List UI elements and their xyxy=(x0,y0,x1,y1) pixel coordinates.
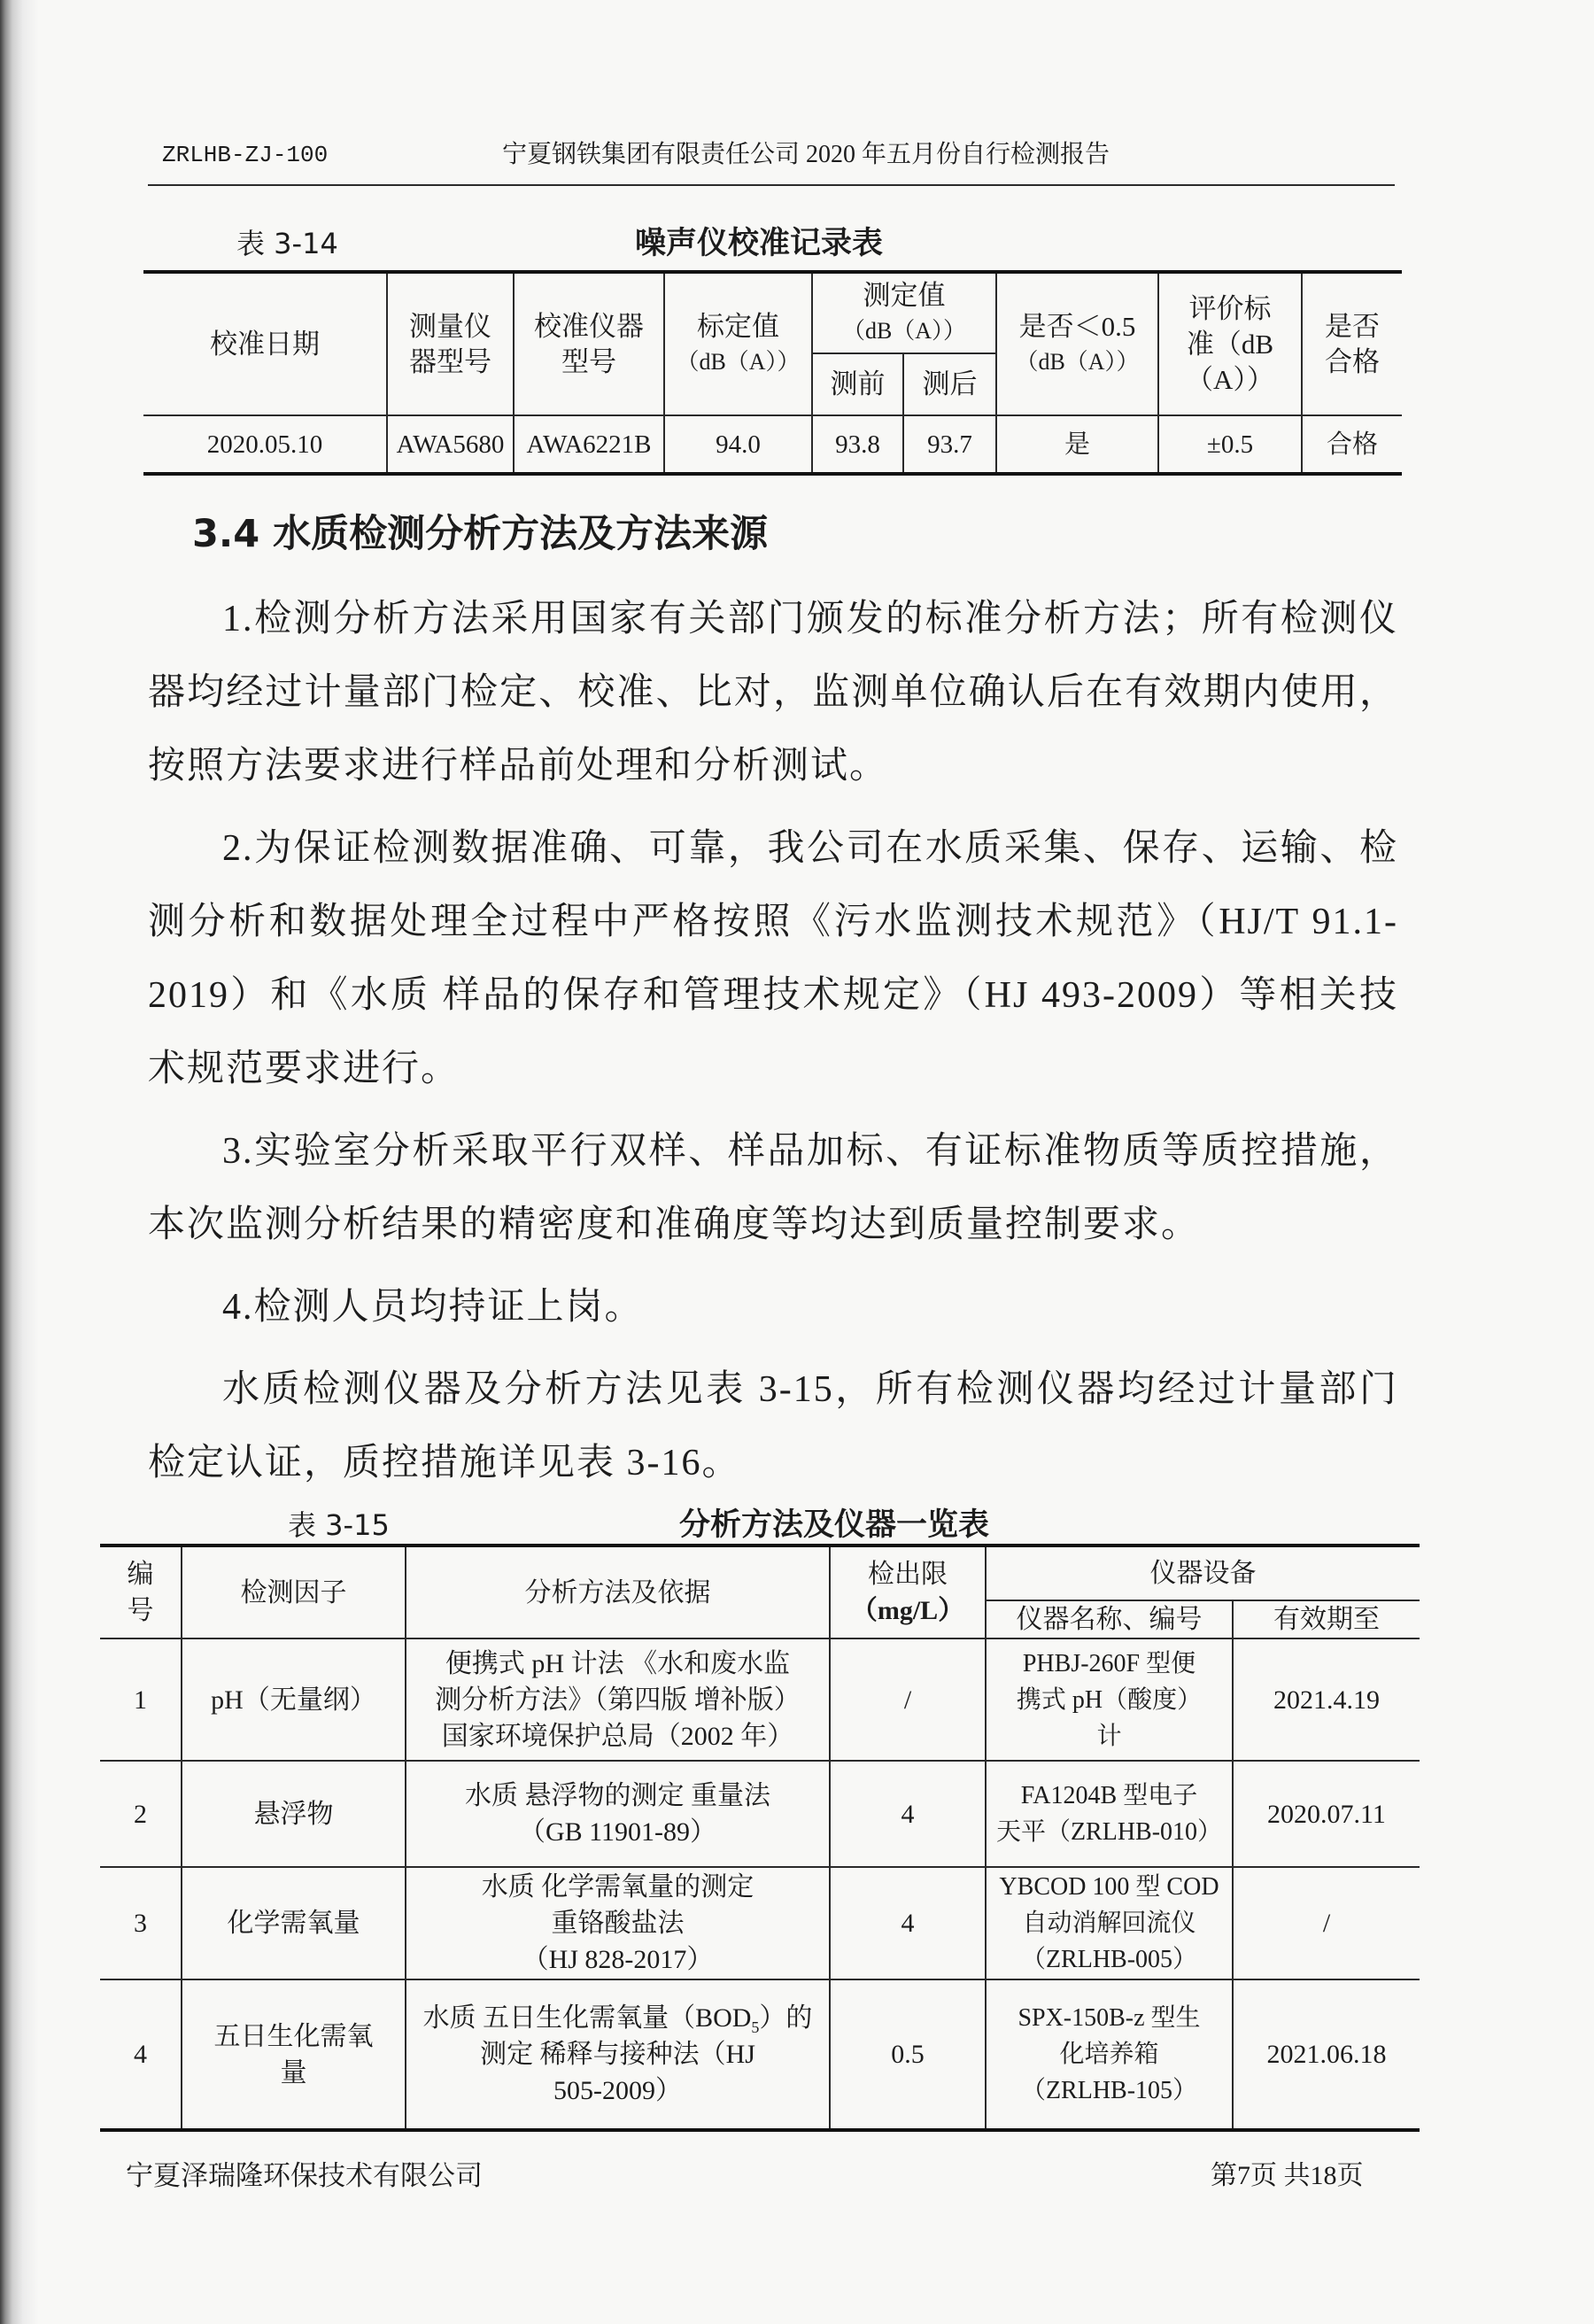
cell-test-factor xyxy=(182,1761,406,1867)
cell-line: （ZRLHB-105） xyxy=(1020,2077,1198,2104)
cell-test-factor xyxy=(182,1867,406,1979)
cell-method-basis xyxy=(406,1761,830,1867)
table-header-row xyxy=(143,272,1402,353)
header-measured-value xyxy=(812,272,996,353)
header-unit-line: （dB（A）） xyxy=(841,317,967,344)
cell-qualified: 合格 xyxy=(1302,415,1402,474)
table-row xyxy=(100,1867,1420,1979)
cell-line: 自动消解回流仪 xyxy=(1022,1910,1196,1937)
cell-line: 重铬酸盐法 xyxy=(551,1909,685,1938)
cell-equipment-name xyxy=(986,1761,1233,1867)
cell-line: 量 xyxy=(280,2057,307,2088)
scan-edge-shadow xyxy=(0,0,39,2324)
header-within-tolerance xyxy=(996,272,1158,415)
header-method-basis: 分析方法及依据 xyxy=(406,1545,830,1638)
header-unit-line: （dB（A）） xyxy=(676,348,801,375)
header-line: 型号 xyxy=(561,345,616,377)
cell-line: PHBJ-260F 型便 xyxy=(1022,1649,1196,1677)
cell-line: 天平（ZRLHB-010） xyxy=(995,1818,1223,1846)
cell-line: 水质 悬浮物的测定 重量法 xyxy=(465,1781,770,1810)
header-line: 器型号 xyxy=(409,345,491,377)
cell-method-basis xyxy=(406,1867,830,1979)
header-line: 是否 xyxy=(1325,310,1380,342)
cell-measured-after: 93.7 xyxy=(903,415,996,474)
table-3-15-title: 分析方法及仪器一览表 xyxy=(679,1507,990,1543)
cell-text: 水质 五日生化需氧量（BOD xyxy=(422,2003,752,2033)
cell-number: 3 xyxy=(100,1867,182,1979)
cell-line: （HJ 828-2017） xyxy=(522,1945,714,1974)
cell-line: FA1204B 型电子 xyxy=(1020,1782,1198,1809)
header-after: 测后 xyxy=(903,353,996,415)
header-before: 测前 xyxy=(812,353,903,415)
header-meter-model xyxy=(387,272,514,415)
cell-line: YBCOD 100 型 COD xyxy=(999,1873,1219,1901)
table-row xyxy=(100,1638,1420,1761)
cell-line: 化培养箱 xyxy=(1059,2041,1159,2068)
document-code: ZRLHB-ZJ-100 xyxy=(162,142,329,168)
header-nominal-value xyxy=(664,272,812,415)
header-line: 校准仪器 xyxy=(534,310,644,342)
cell-method-basis xyxy=(406,1638,830,1761)
cell-number: 1 xyxy=(100,1638,182,1761)
cell-number: 4 xyxy=(100,1979,182,2130)
table-3-14-title: 噪声仪校准记录表 xyxy=(635,226,884,261)
section-heading: 3.4 水质检测分析方法及方法来源 xyxy=(192,512,769,556)
cell-line: 悬浮物 xyxy=(253,1799,334,1829)
cell-test-factor xyxy=(182,1979,406,2130)
table-row xyxy=(143,415,1402,474)
header-unit-line: （dB（A）） xyxy=(1015,348,1140,375)
header-unit-line: （mg/L） xyxy=(850,1596,965,1625)
cell-equipment-name xyxy=(986,1979,1233,2130)
cell-line: （ZRLHB-005） xyxy=(1020,1946,1198,1973)
report-title: 宁夏钢铁集团有限责任公司 2020 年五月份自行检测报告 xyxy=(502,141,1110,168)
header-number xyxy=(100,1545,182,1638)
header-line: 号 xyxy=(127,1596,154,1625)
cell-line: 测定 稀释与接种法（HJ xyxy=(480,2040,755,2069)
paragraph: 水质检测仪器及分析方法见表 3-15，所有检测仪器均经过计量部门检定认证，质控措施详见表 3-16。 xyxy=(148,1369,1398,1483)
table-3-15-number: 表 3-15 xyxy=(288,1508,390,1542)
cell-detection-limit: 4 xyxy=(830,1867,986,1979)
cell-line: 五日生化需氧 xyxy=(213,2021,374,2051)
header-equipment-name: 仪器名称、编号 xyxy=(986,1600,1233,1638)
cell-meter-model: AWA5680 xyxy=(387,415,514,474)
header-line: 评价标 xyxy=(1188,292,1272,324)
header-test-factor: 检测因子 xyxy=(182,1545,406,1638)
header-line: 测定值 xyxy=(863,279,946,311)
cell-valid-until: 2021.4.19 xyxy=(1233,1638,1420,1761)
cell-valid-until: / xyxy=(1233,1867,1420,1979)
noise-meter-calibration-table xyxy=(143,270,1402,476)
header-line: 是否＜0.5 xyxy=(1018,310,1136,342)
subscript: 5 xyxy=(751,2018,760,2036)
header-valid-until: 有效期至 xyxy=(1233,1600,1420,1638)
cell-line: 携式 pH（酸度） xyxy=(1016,1685,1203,1714)
cell-test-factor xyxy=(182,1638,406,1761)
header-calibration-date xyxy=(143,272,387,415)
paragraph: 4.检测人员均持证上岗。 xyxy=(222,1287,644,1328)
cell-line: pH（无量纲） xyxy=(211,1685,376,1715)
header-evaluation-standard xyxy=(1158,272,1302,415)
paragraph: 1.检测分析方法采用国家有关部门颁发的标准分析方法；所有检测仪器均经过计量部门检定、校准、比对，监测单位确认后在有效期内使用，按照方法要求进行样品前处理和分析测试。 xyxy=(148,599,1398,786)
cell-line: 505-2009） xyxy=(553,2076,682,2105)
cell-method-basis xyxy=(406,1979,830,2130)
header-rule xyxy=(148,184,1395,186)
header-line: 校准日期 xyxy=(210,328,320,360)
cell-line: 化学需氧量 xyxy=(227,1909,360,1938)
cell-evaluation-standard: ±0.5 xyxy=(1158,415,1302,474)
header-equipment: 仪器设备 xyxy=(986,1545,1420,1600)
table-row xyxy=(100,1979,1420,2130)
cell-number: 2 xyxy=(100,1761,182,1867)
analysis-methods-instruments-table xyxy=(100,1544,1420,2132)
cell-detection-limit: / xyxy=(830,1638,986,1761)
header-line: （A）） xyxy=(1186,363,1274,395)
cell-line: 测分析方法》（第四版 增补版） xyxy=(435,1685,801,1715)
cell-text: ）的 xyxy=(759,2003,813,2033)
cell-line: 国家环境保护总局（2002 年） xyxy=(441,1721,794,1751)
cell-line: SPX-150B-z 型生 xyxy=(1018,2004,1201,2032)
header-line: 编 xyxy=(127,1560,154,1589)
paragraph: 3.实验室分析采取平行双样、样品加标、有证标准物质等质控措施，本次监测分析结果的精密度和准确度等均达到质量控制要求。 xyxy=(148,1131,1398,1245)
cell-valid-until: 2021.06.18 xyxy=(1233,1979,1420,2130)
cell-nominal-value: 94.0 xyxy=(664,415,812,474)
cell-calibrator-model: AWA6221B xyxy=(514,415,664,474)
cell-calibration-date: 2020.05.10 xyxy=(143,415,387,474)
footer-page-number: 第7页 共18页 xyxy=(1211,2161,1364,2190)
table-header-row xyxy=(100,1545,1420,1600)
header-line: 检出限 xyxy=(868,1560,948,1589)
header-line: 准（dB xyxy=(1186,328,1274,360)
cell-detection-limit: 0.5 xyxy=(830,1979,986,2130)
cell-line: 计 xyxy=(1096,1722,1122,1750)
header-calibrator-model xyxy=(514,272,664,415)
cell-equipment-name xyxy=(986,1638,1233,1761)
header-line: 测量仪 xyxy=(409,310,491,342)
header-qualified xyxy=(1302,272,1402,415)
table-3-14-number: 表 3-14 xyxy=(236,227,338,260)
paragraph: 2.为保证检测数据准确、可靠，我公司在水质采集、保存、运输、检测分析和数据处理全过程中严格按照《污水监测技术规范》（HJ/T 91.1-2019）和《水质 样品的保存和管理技术规定》（HJ 493-2009）等相关技术规范要求进行。 xyxy=(148,828,1398,1089)
cell-detection-limit: 4 xyxy=(830,1761,986,1867)
cell-line: 水质 化学需氧量的测定 xyxy=(481,1872,754,1902)
section-body xyxy=(148,583,1398,1509)
table-row xyxy=(100,1761,1420,1867)
header-line: 标定值 xyxy=(697,310,779,342)
cell-line: （GB 11901-89） xyxy=(518,1817,717,1847)
cell-within-tolerance: 是 xyxy=(996,415,1158,474)
header-detection-limit xyxy=(830,1545,986,1638)
cell-equipment-name xyxy=(986,1867,1233,1979)
cell-valid-until: 2020.07.11 xyxy=(1233,1761,1420,1867)
cell-line xyxy=(408,2000,827,2036)
cell-measured-before: 93.8 xyxy=(812,415,903,474)
cell-line: 便携式 pH 计法 《水和废水监 xyxy=(445,1648,791,1678)
footer-company: 宁夏泽瑞隆环保技术有限公司 xyxy=(126,2160,483,2191)
header-line: 合格 xyxy=(1325,345,1380,377)
